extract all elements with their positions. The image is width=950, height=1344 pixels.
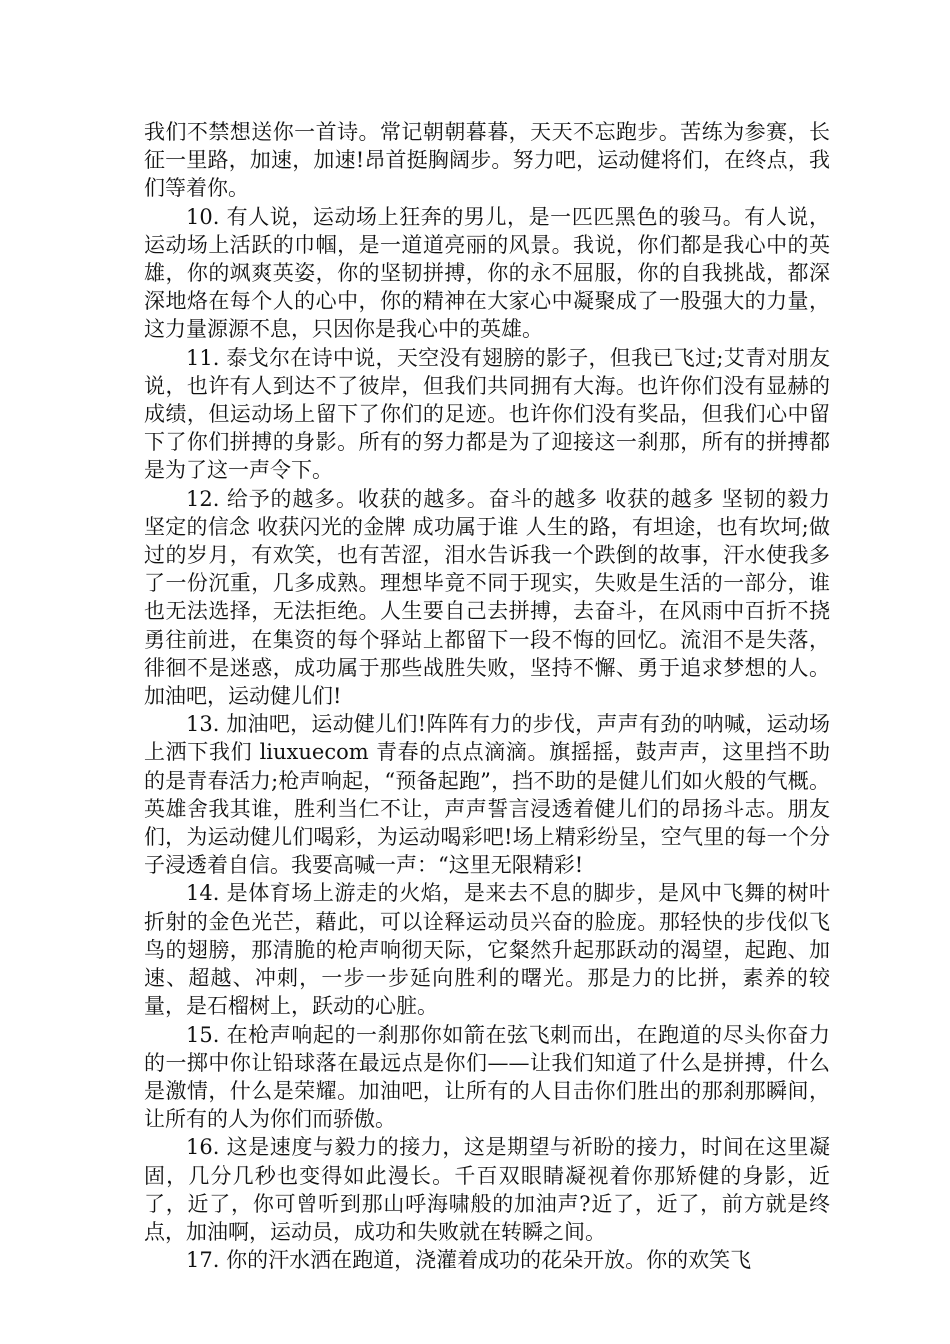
paragraph-17: 17. 你的汗水洒在跑道，浇灌着成功的花朵开放。你的欢笑飞 (186, 1248, 752, 1273)
document-page (144, 118, 830, 1274)
paragraph-14: 14. 是体育场上游走的火焰，是来去不息的脚步，是风中飞舞的树叶折射的金色光芒，藉此，可以诠释运动员兴奋的脸庞。那轻快的步伐似飞鸟的翅膀，那清脆的枪声响彻天际，它粲然升起那跃动的渴望，起跑、加速、超越、冲刺，一步一步延向胜利的曙光。那是力的比拼，素养的较量，是石榴树上，跃动的心脏。 (144, 881, 830, 1019)
paragraph-11: 11. 泰戈尔在诗中说，天空没有翅膀的影子，但我已飞过;艾青对朋友说，也许有人到达不了彼岸，但我们共同拥有大海。也许你们没有显赫的成绩，但运动场上留下了你们的足迹。也许你们没有奖品，但我们心中留下了你们拼搏的身影。所有的努力都是为了迎接这一刹那，所有的拼搏都是为了这一声令下。 (144, 345, 830, 483)
paragraph-13: 13. 加油吧，运动健儿们!阵阵有力的步伐，声声有劲的呐喊，运动场上洒下我们 liuxuecom 青春的点点滴滴。旗摇摇，鼓声声，这里挡不助的是青春活力;枪声响起，“预备起跑”，挡不助的是健儿们如火般的气概。英雄舍我其谁，胜利当仁不让，声声誓言浸透着健儿们的昂扬斗志。朋友们，为运动健儿们喝彩，为运动喝彩吧!场上精彩纷呈，空气里的每一个分子浸透着自信。我要高喊一声：“这里无限精彩! (144, 712, 830, 878)
paragraph-15: 15. 在枪声响起的一刹那你如箭在弦飞刺而出，在跑道的尽头你奋力的一掷中你让铅球落在最远点是你们——让我们知道了什么是拼搏，什么是激情，什么是荣耀。加油吧，让所有的人目击你们胜出的那刹那瞬间，让所有的人为你们而骄傲。 (144, 1022, 830, 1132)
paragraph-16: 16. 这是速度与毅力的接力，这是期望与祈盼的接力，时间在这里凝固，几分几秒也变得如此漫长。千百双眼睛凝视着你那矫健的身影，近了，近了，你可曾听到那山呼海啸般的加油声?近了，近了，前方就是终点，加油啊，运动员，成功和失败就在转瞬之间。 (144, 1135, 830, 1244)
paragraph-10: 10. 有人说，运动场上狂奔的男儿，是一匹匹黑色的骏马。有人说，运动场上活跃的巾帼，是一道道亮丽的风景。我说，你们都是我心中的英雄，你的飒爽英姿，你的坚韧拼搏，你的永不屈服，你的自我挑战，都深深地烙在每个人的心中，你的精神在大家心中凝聚成了一股强大的力量，这力量源源不息，只因你是我心中的英雄。 (144, 204, 830, 342)
paragraph-intro-continued: 我们不禁想送你一首诗。常记朝朝暮暮，天天不忘跑步。苦练为参赛，长征一里路，加速，加速!昂首挺胸阔步。努力吧，运动健将们，在终点，我们等着你。 (144, 120, 830, 201)
paragraph-12: 12. 给予的越多。收获的越多。奋斗的越多 收获的越多 坚韧的毅力 坚定的信念 收获闪光的金牌 成功属于谁 人生的路，有坦途，也有坎坷;做过的岁月，有欢笑，也有苦涩，泪水告诉我一个跌倒的故事，汗水使我多了一份沉重，几多成熟。理想毕竟不同于现实，失败是生活的一部分，谁也无法选择，无法拒绝。人生要自己去拼搏，去奋斗，在风雨中百折不挠勇往前进，在集资的每个驿站上都留下一段不悔的回忆。流泪不是失落，徘徊不是迷惑，成功属于那些战胜失败，坚持不懈、勇于追求梦想的人。加油吧，运动健儿们! (144, 486, 830, 709)
